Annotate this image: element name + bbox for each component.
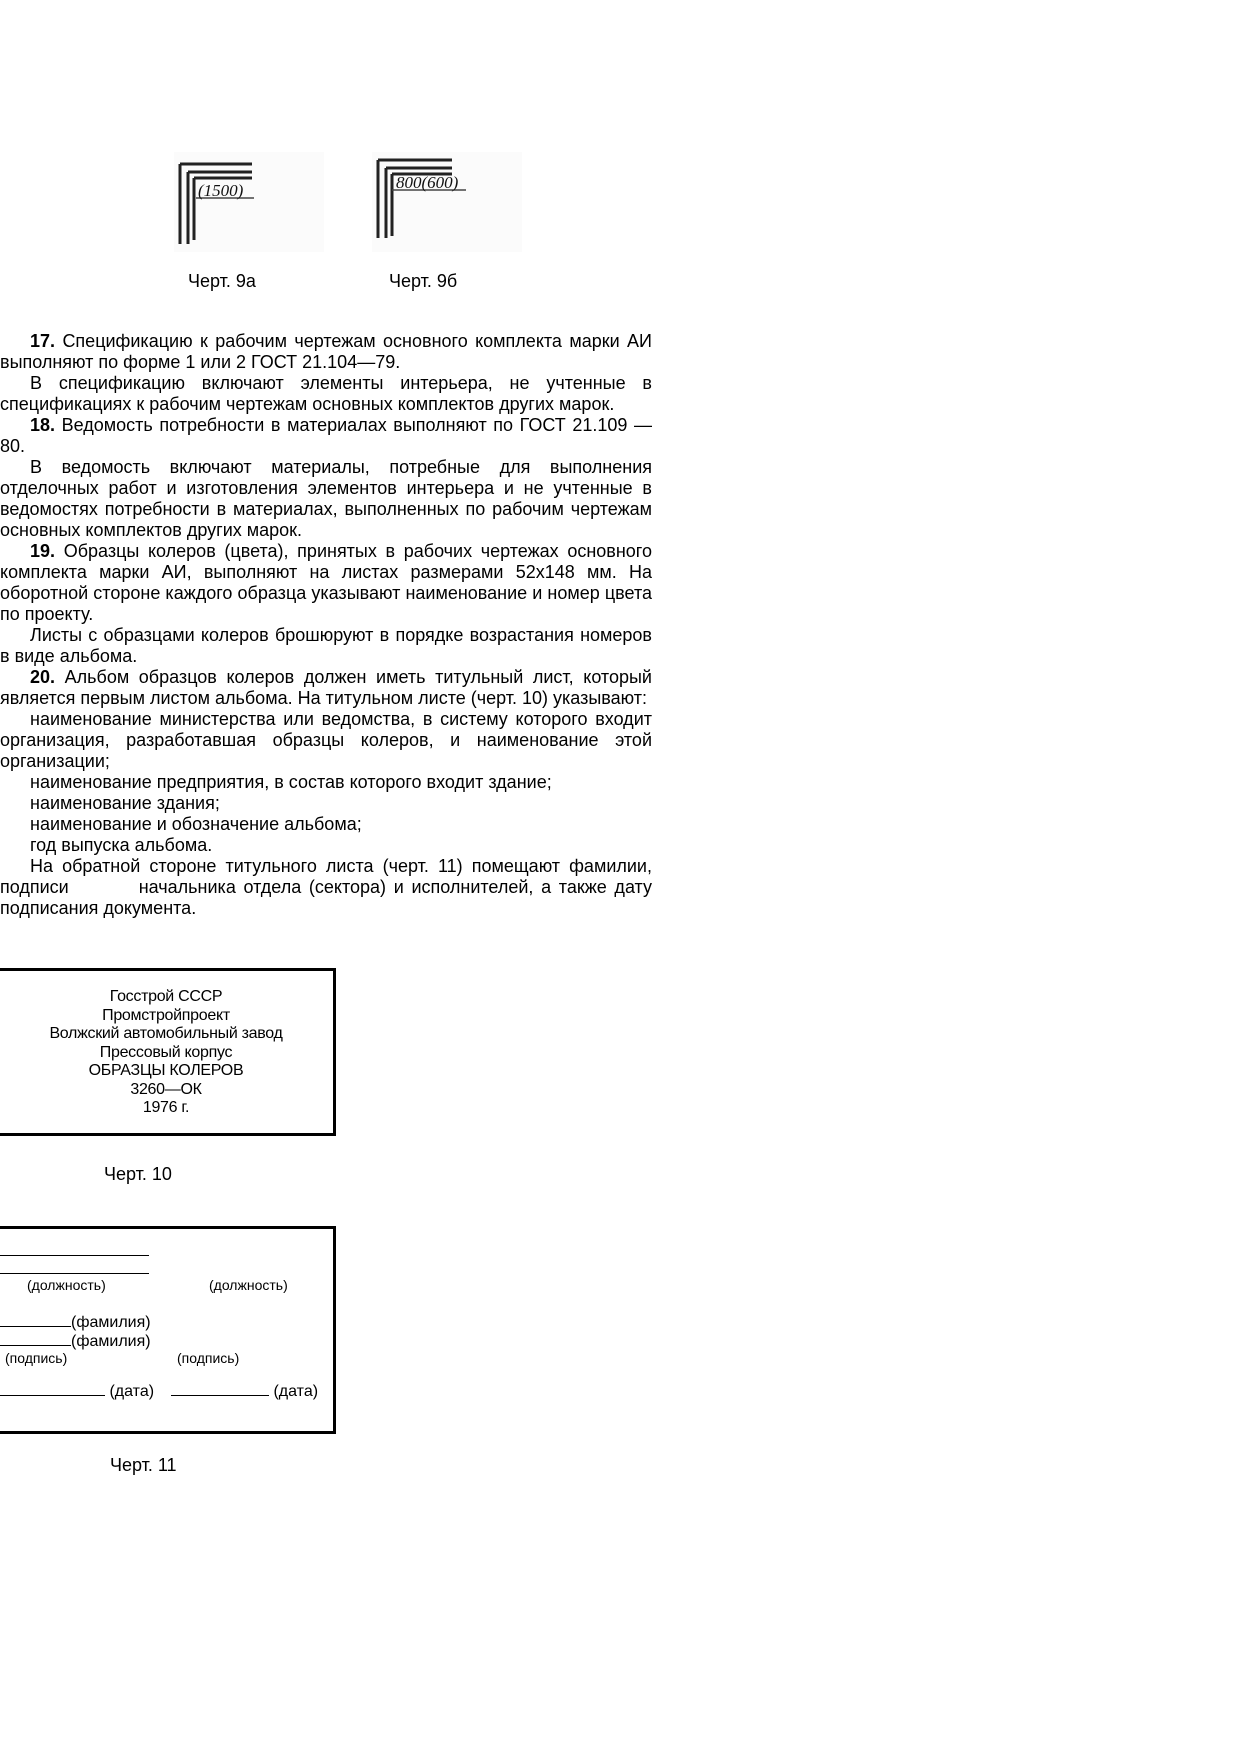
corner-drawing-9b: [372, 152, 522, 252]
body-text: [0, 331, 652, 919]
position-left-label: (должность): [27, 1277, 106, 1293]
corner-drawing-9a: [174, 152, 324, 252]
figure-9b: [372, 152, 522, 252]
signature-page-sample: [0, 1226, 336, 1434]
surname-row-1: (фамилия): [0, 1312, 151, 1332]
building-line: Прессовый корпус: [99, 1043, 233, 1061]
year-line: 1976 г.: [142, 1099, 190, 1116]
signature-right-label: (подпись): [177, 1350, 240, 1366]
ministry-line: Госстрой СССР: [109, 988, 223, 1005]
position-right-label: (должность): [209, 1277, 288, 1293]
figure-9a: [174, 152, 324, 252]
album-title-line: ОБРАЗЦЫ КОЛЕРОВ: [88, 1062, 244, 1079]
figure-9b-label: 800(600): [396, 173, 459, 192]
paragraph: В ведомость включают материалы, потребные для выполнения отделочных работ и изготовления элементов интерьера и не учтенные в ведомостях потребности в материалах, выполненных по рабочим чертежам основных комплектов других марок.: [0, 457, 652, 540]
title-page-sample: [0, 968, 336, 1136]
paragraph-last: На обратной стороне титульного листа (черт. 11) помещают фамилии, подписи начальника отдела (сектора) и исполнителей, а также дату подписания документа.: [0, 856, 652, 918]
position-line-2: [0, 1259, 149, 1279]
position-line-1: [0, 1241, 149, 1261]
chart-10-caption: Черт. 10: [104, 1164, 172, 1184]
paragraph-18: 18. Ведомость потребности в материалах выполняют по ГОСТ 21.109 —80.: [0, 415, 652, 456]
surname-row-2: (фамилия): [0, 1331, 151, 1351]
enterprise-line: Волжский автомобильный завод: [49, 1025, 283, 1042]
paragraph-19: 19. Образцы колеров (цвета), принятых в рабочих чертежах основного комплекта марки АИ, выполняют на листах размерами 52x148 мм. На оборотной стороне каждого образца указывают наименование и номер цвета по проекту.: [0, 541, 652, 624]
album-code-line: 3260—ОК: [130, 1080, 202, 1098]
figure-9b-caption: Черт. 9б: [389, 271, 458, 291]
list-item: наименование министерства или ведомства, в систему которого входит организация, разработавшая образцы колеров, и наименование этой организации;: [0, 709, 652, 771]
list-item: наименование здания;: [30, 793, 220, 813]
list-item: год выпуска альбома.: [30, 835, 213, 855]
figure-9a-caption: Черт. 9а: [188, 271, 256, 291]
date-right: (дата): [171, 1381, 318, 1401]
organization-line: Промстройпроект: [102, 1006, 230, 1024]
paragraph: В спецификацию включают элементы интерьера, не учтенные в спецификациях к рабочим чертежам основных комплектов других марок.: [0, 373, 652, 414]
paragraph-20: 20. Альбом образцов колеров должен иметь титульный лист, который является первым листом альбома. На титульном листе (черт. 10) указывают:: [0, 667, 652, 708]
paragraph-17: 17. Спецификацию к рабочим чертежам основного комплекта марки АИ выполняют по форме 1 или 2 ГОСТ 21.104—79.: [0, 331, 652, 372]
signature-left-label: (подпись): [5, 1350, 68, 1366]
chart-11-caption: Черт. 11: [110, 1455, 177, 1475]
paragraph: Листы с образцами колеров брошюруют в порядке возрастания номеров в виде альбома.: [0, 625, 652, 666]
date-left: (дата): [0, 1381, 154, 1401]
figure-9a-label: (1500): [198, 181, 244, 200]
list-item: наименование и обозначение альбома;: [30, 814, 362, 834]
list-item: наименование предприятия, в состав которого входит здание;: [30, 772, 552, 792]
